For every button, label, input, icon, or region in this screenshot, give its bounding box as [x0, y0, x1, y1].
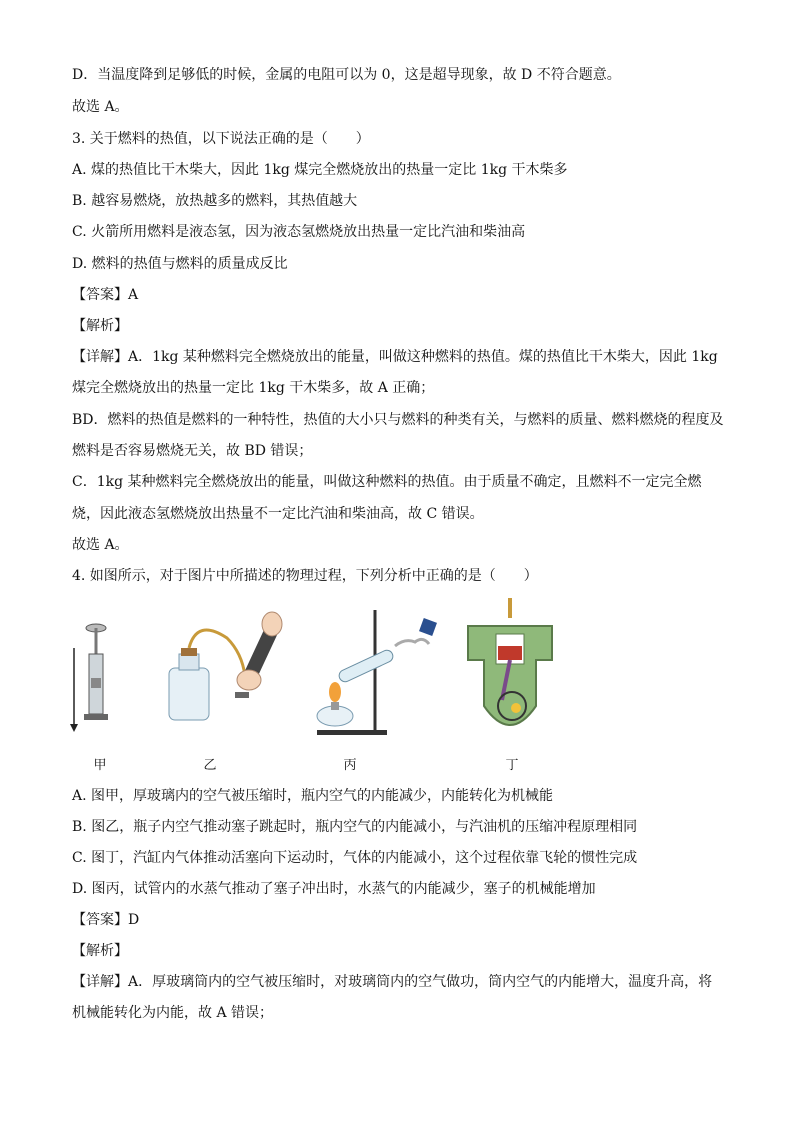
option-c: C. 图丁，汽缸内气体推动活塞向下运动时，气体的内能减小，这个过程依靠飞轮的惯性完成: [72, 850, 638, 866]
text-line: 故选 A。: [72, 99, 129, 115]
question-4-stem: 4. 如图所示，对于图片中所描述的物理过程，下列分析中正确的是（ ）: [72, 568, 538, 584]
analysis-label: 【解析】: [72, 318, 128, 334]
explanation-line: 【详解】A．厚玻璃筒内的空气被压缩时，对玻璃筒内的空气做功，筒内空气的内能增大，温度升高，将: [72, 974, 713, 990]
figure-caption: 丁: [505, 758, 519, 773]
explanation-line: 烧，因此液态氢燃烧放出热量不一定比汽油和柴油高，故 C 错误。: [72, 506, 484, 522]
explanation-line: 燃料是否容易燃烧无关，故 BD 错误；: [72, 443, 313, 459]
figure-ding-engine-cylinder: [462, 598, 562, 748]
option-d: D. 燃料的热值与燃料的质量成反比: [72, 256, 288, 272]
explanation-line: C．1kg 某种燃料完全燃烧放出的能量，叫做这种燃料的热值。由于质量不确定，且燃料不一定完全燃: [72, 474, 702, 490]
figure-row: [62, 598, 582, 773]
figure-yi-bottle-pump: [157, 598, 307, 748]
text-line: 故选 A。: [72, 537, 129, 553]
answer-label: 【答案】D: [72, 912, 140, 928]
explanation-line: BD．燃料的热值是燃料的一种特性，热值的大小只与燃料的种类有关，与燃料的质量、燃料燃烧的程度及: [72, 412, 724, 428]
explanation-line: 【详解】A．1kg 某种燃料完全燃烧放出的能量，叫做这种燃料的热值。煤的热值比干木柴大，因此 1kg: [72, 349, 718, 365]
figure-bing-test-tube: [307, 598, 447, 748]
question-3-stem: 3. 关于燃料的热值，以下说法正确的是（ ）: [72, 131, 370, 147]
option-b: B. 图乙，瓶子内空气推动塞子跳起时，瓶内空气的内能减小，与汽油机的压缩冲程原理相同: [72, 819, 638, 835]
figure-caption: 丙: [343, 758, 357, 773]
analysis-label: 【解析】: [72, 943, 128, 959]
option-d: D. 图丙，试管内的水蒸气推动了塞子冲出时，水蒸气的内能减少，塞子的机械能增加: [72, 881, 596, 897]
option-c: C. 火箭所用燃料是液态氢，因为液态氢燃烧放出热量一定比汽油和柴油高: [72, 224, 526, 240]
explanation-line: 机械能转化为内能，故 A 错误；: [72, 1005, 274, 1021]
explanation-line: 煤完全燃烧放出的热量一定比 1kg 干木柴多，故 A 正确；: [72, 380, 435, 396]
figure-jia-air-compression: [62, 598, 132, 748]
figure-caption: 乙: [203, 758, 217, 773]
answer-label: 【答案】A: [72, 287, 139, 303]
text-line: D．当温度降到足够低的时候，金属的电阻可以为 0，这是超导现象，故 D 不符合题意。: [72, 67, 621, 83]
option-b: B. 越容易燃烧，放热越多的燃料，其热值越大: [72, 193, 358, 209]
figure-caption: 甲: [93, 758, 107, 773]
option-a: A. 煤的热值比干木柴大，因此 1kg 煤完全燃烧放出的热量一定比 1kg 干木柴多: [72, 162, 568, 178]
option-a: A. 图甲，厚玻璃内的空气被压缩时，瓶内空气的内能减少，内能转化为机械能: [72, 788, 554, 804]
